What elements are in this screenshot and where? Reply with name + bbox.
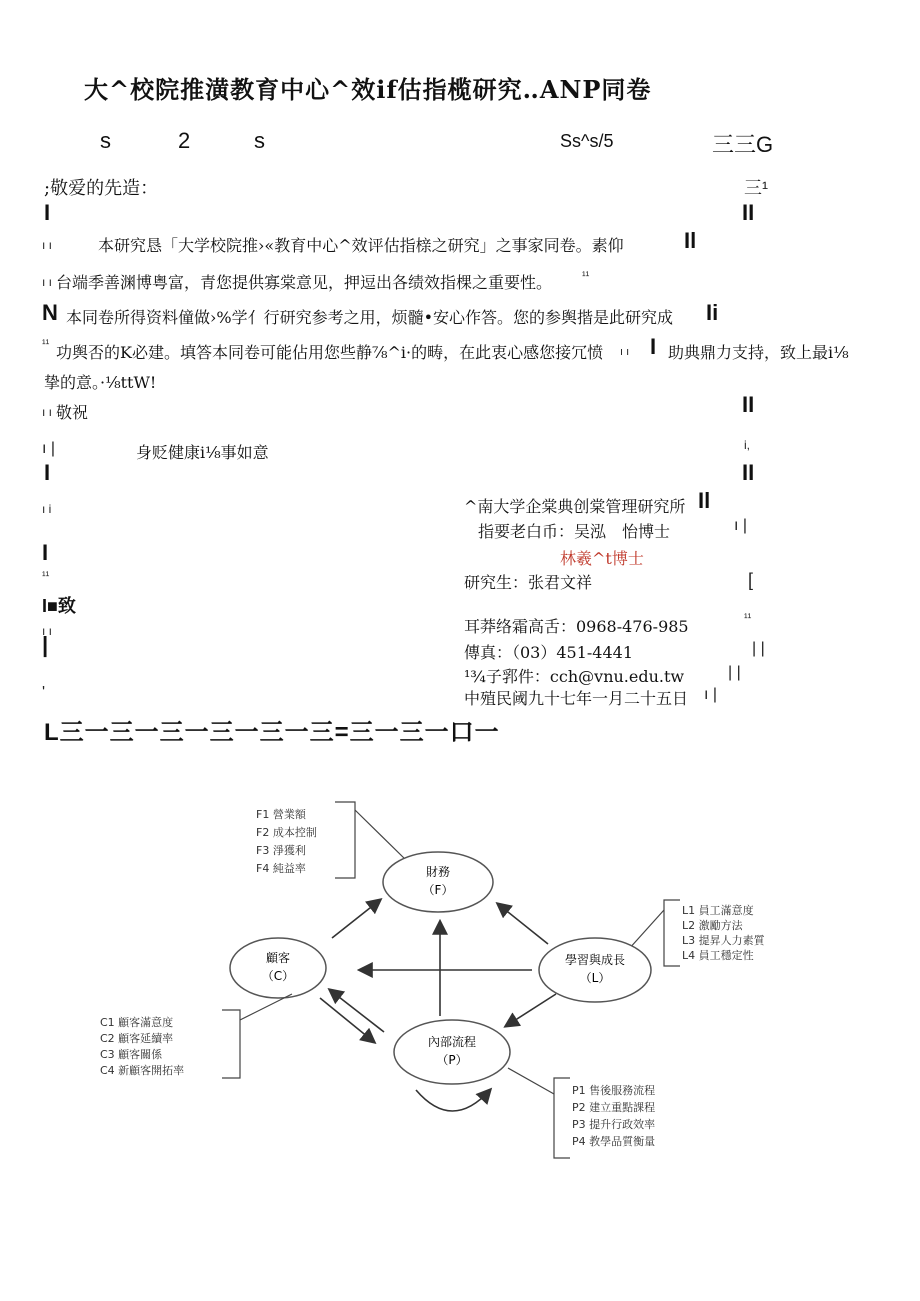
margin-mark: ı ı — [42, 275, 53, 289]
margin-mark: ' — [42, 684, 46, 701]
arrow-p-self-loop — [416, 1090, 490, 1111]
learning-list-item: L4 員工穩定性 — [682, 949, 754, 962]
margin-mark: Ii — [706, 300, 719, 325]
finance-code: （F） — [422, 883, 454, 897]
process-node — [394, 1020, 510, 1084]
institute: ^南大学企棠典创棠管理研究所 — [464, 497, 686, 516]
paragraph-line-3: 本同卷所得资料僮做›%学亻行研究参考之用，烦髓•安心作答。您的参舆揩是此研究成 — [66, 308, 674, 327]
advisor-2: 林羲^t博士 — [560, 549, 644, 568]
customer-list-item: C1 顧客滿意度 — [100, 1016, 174, 1029]
process-list-item: P3 提升行政效率 — [572, 1118, 656, 1131]
process-list-item: P1 售後服務流程 — [572, 1084, 656, 1097]
process-label: 內部流程 — [427, 1035, 477, 1049]
closing: 敬祝 — [56, 403, 89, 422]
phone: 耳莽络霜高舌：0968-476-985 — [464, 617, 689, 636]
margin-mark: ¹¹ — [42, 338, 50, 350]
greeting: ;敬爱的先造： — [44, 178, 159, 199]
process-list — [508, 1068, 655, 1158]
date: 中殖民阈九十七年一月二十五日 — [464, 689, 689, 708]
customer-node — [230, 938, 326, 998]
learning-node — [539, 938, 651, 1002]
arrow-p-to-c — [330, 990, 384, 1032]
header-mark-b: 2 — [178, 128, 191, 153]
margin-mark: 三¹ — [744, 178, 768, 198]
arrow-l-to-p — [506, 994, 556, 1026]
customer-code: （C） — [261, 969, 295, 983]
margin-mark: ı | — [704, 686, 718, 703]
arrow-c-to-f — [332, 900, 380, 938]
finance-label: 財務 — [425, 865, 451, 879]
margin-mark: | | — [728, 664, 741, 681]
margin-mark: ¹¹ — [42, 570, 50, 582]
customer-list — [100, 994, 292, 1078]
customer-label: 顧客 — [265, 951, 291, 965]
advisor-1: 指要老白币：吴泓 怡博士 — [478, 522, 671, 541]
scorecard-diagram — [0, 780, 920, 1180]
header-mark-a: s — [100, 128, 111, 153]
margin-mark: I — [44, 200, 51, 225]
learning-list-item: L2 激勵方法 — [682, 919, 743, 932]
margin-mark: ı ı — [42, 624, 53, 638]
margin-mark: Il — [698, 488, 711, 513]
margin-mark: ¹¹ — [582, 270, 590, 282]
page-title: 大^校院推潢教育中心^效if估指榄研究‥ANP同卷 — [84, 75, 652, 104]
margin-mark: I — [650, 334, 657, 359]
learning-list-item: L1 員工滿意度 — [682, 904, 754, 917]
margin-mark: ¹¹ — [744, 612, 752, 624]
header-mark-d: Ss^s/5 — [560, 131, 614, 151]
student: 研究生：张君文祥 — [464, 573, 593, 592]
margin-mark: ı | — [734, 517, 748, 534]
paragraph-line-1: 本研究恳「大学校院推›«教育中心^效评估指榇之研究」之事家同卷。素仰 — [98, 236, 624, 255]
arrow-c-to-p — [320, 998, 374, 1042]
margin-mark: I — [42, 540, 49, 565]
margin-mark: II — [742, 392, 755, 417]
margin-mark: II — [742, 200, 755, 225]
margin-mark: i, — [744, 438, 750, 452]
learning-label: 學習與成長 — [564, 953, 626, 967]
margin-mark: | | — [752, 640, 765, 657]
paragraph-line-5: 助典鼎力支持，致上最i⅛ — [668, 343, 849, 362]
customer-list-item: C3 顧客關係 — [100, 1048, 163, 1061]
wish: 身贬健康i⅛事如意 — [136, 443, 269, 462]
learning-list — [628, 900, 766, 966]
margin-mark: ı ı — [42, 238, 53, 252]
learning-list-item: L3 提昇人力素質 — [682, 934, 765, 947]
process-code: （P） — [436, 1053, 468, 1067]
process-list-item: P4 教學品質衡量 — [572, 1135, 656, 1148]
margin-mark: [ — [748, 570, 754, 590]
customer-list-item: C2 顧客延續率 — [100, 1032, 174, 1045]
margin-mark: I — [44, 460, 51, 485]
finance-list-item: F4 純益率 — [256, 862, 306, 875]
learning-code: （L） — [579, 971, 611, 985]
email: ¹¾子郛件：cch@vnu.edu.tw — [464, 667, 685, 686]
margin-mark: II — [742, 460, 755, 485]
fax: 傳真：（03）451-4441 — [464, 643, 634, 662]
arrow-l-to-f — [498, 904, 548, 944]
finance-list-item: F2 成本控制 — [256, 826, 317, 839]
divider-rule-text: L三一三一三一三一三一三=三一三一口一 — [44, 719, 500, 746]
margin-mark: ı ı — [42, 405, 53, 419]
margin-mark: Il — [684, 228, 697, 253]
margin-mark: I■致 — [42, 596, 76, 616]
paragraph-line-4: 功舆否的K必建。填答本同卷可能佔用您些静⅞^i·的畴，在此衷心感您接冗愤 — [56, 343, 604, 362]
margin-mark: ı i — [42, 502, 52, 516]
finance-list-item: F3 淨獲利 — [256, 844, 306, 857]
finance-list — [256, 802, 408, 878]
margin-mark: N — [42, 300, 58, 325]
margin-mark: | — [42, 632, 49, 657]
header-mark-e: 三三G — [712, 132, 774, 157]
paragraph-line-2: 台端季善渊博粤富，青您提供寡棠意见，押逗出各绩效指棵之重要性。 — [56, 273, 553, 292]
process-list-item: P2 建立重點課程 — [572, 1101, 656, 1114]
customer-list-item: C4 新顧客開拓率 — [100, 1064, 185, 1077]
margin-mark: ı | — [42, 440, 56, 457]
finance-list-item: F1 營業額 — [256, 808, 306, 821]
margin-mark: ı ı — [620, 346, 630, 358]
finance-node — [383, 852, 493, 912]
paragraph-line-6: 挚的意。·⅛ttW! — [44, 373, 157, 392]
header-mark-c: s — [254, 128, 265, 153]
